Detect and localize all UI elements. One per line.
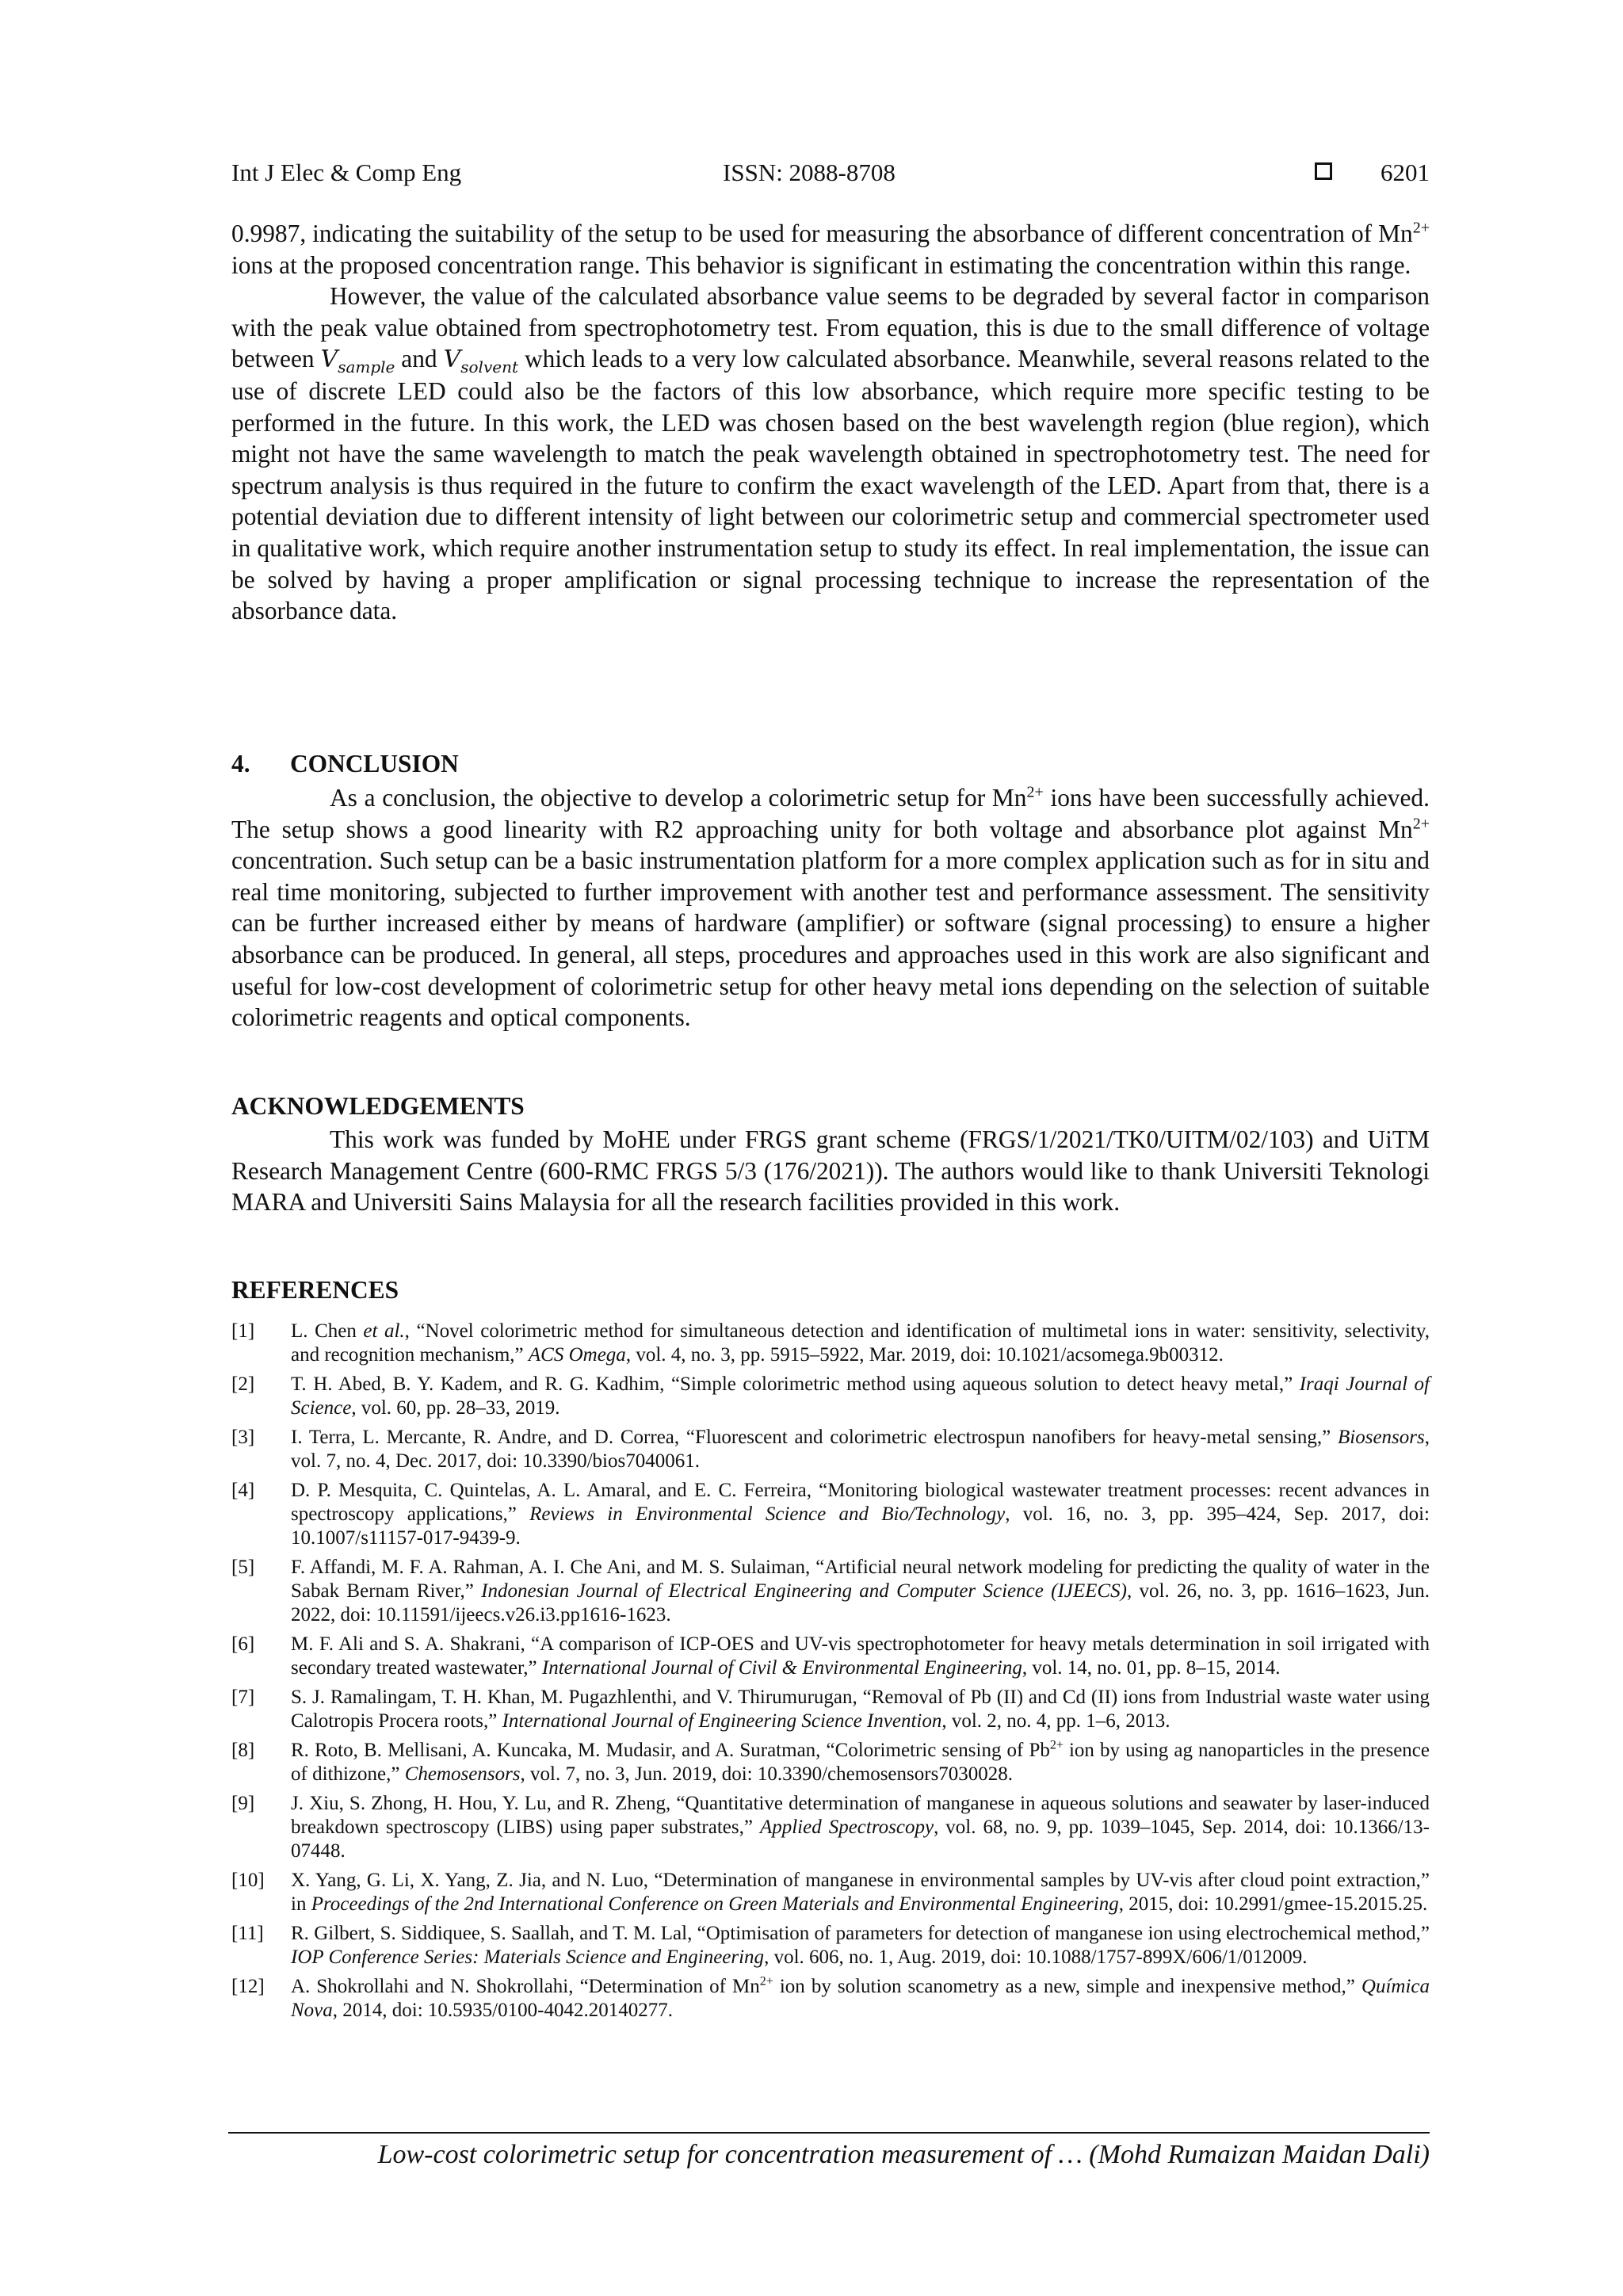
running-footer: Low-cost colorimetric setup for concentration measurement of … (Mohd Rumaizan Maidan Dali) [377, 2140, 1430, 2169]
running-header [231, 155, 1430, 190]
reference-item: [1] L. Chen et al., “Novel colorimetric method for simultaneous detection and identification of multimetal ions in water: sensitivity, selectivity, and recognition mechanism,” ACS Omega, vol. 4, no. 3, pp. 5915–5922, Mar. 2019, doi: 10.1021/acsomega.9b00312. [231, 1320, 1430, 1366]
reference-item: [12] A. Shokrollahi and N. Shokrollahi, “Determination of $Mn^{2+}$ ion by solution scanometry as a new, simple and inexpensive method,” Química Nova, 2014, doi: 10.5935/0100-4042.20140277. [231, 1974, 1430, 2021]
conclusion-body: As a conclusion, the objective to develop a colorimetric setup for $Mn^{2+}$ ions have been successfully achieved. The setup shows a good linearity with R2 approaching unity for both voltage and absorbance plot against $Mn^{2+}$ concentration. Such setup can be a basic instrumentation platform for a more complex application such as for in situ and real time monitoring, subjected to further improvement with another test and performance assessment. The sensitivity can be further increased either by means of hardware (amplifier) or software (signal processing) to ensure a higher absorbance can be produced. In general, all steps, procedures and approaches used in this work are also significant and useful for low-cost development of colorimetric setup for other heavy metal ions depending on the selection of suitable colorimetric reagents and optical components. [231, 783, 1430, 1032]
reference-list [231, 1320, 1430, 2028]
reference-item: [4] D. P. Mesquita, C. Quintelas, A. L. Amaral, and E. C. Ferreira, “Monitoring biological wastewater treatment processes: recent advances in spectroscopy applications,” Reviews in Environmental Science and Bio/Technology, vol. 16, no. 3, pp. 395–424, Sep. 2017, doi: 10.1007/s11157-017-9439-9. [231, 1480, 1430, 1549]
results-discussion-continued [231, 218, 1430, 627]
v-sample-symbol: $V_{sample}$ [320, 346, 395, 377]
v-solvent-symbol: $V_{solvent}$ [443, 346, 519, 377]
reference-item: [3] I. Terra, L. Mercante, R. Andre, and D. Correa, “Fluorescent and colorimetric electrospun nanofibers for heavy-metal sensing,” Biosensors, vol. 7, no. 4, Dec. 2017, doi: 10.3390/bios7040061. [231, 1427, 1430, 1472]
reference-item: [8] R. Roto, B. Mellisani, A. Kuncaka, M. Mudasir, and A. Suratman, “Colorimetric sensing of $Pb^{2+}$ ion by using ag nanoparticles in the presence of dithizone,” Chemosensors, vol. 7, no. 3, Jun. 2019, doi: 10.3390/chemosensors7030028. [231, 1738, 1430, 1785]
square-bullet-icon [1315, 162, 1332, 180]
paragraph-absorbance-linearity: 0.9987, indicating the suitability of the setup to be used for measuring the absorbance of different concentration of $Mn^{2+}$ ions at the proposed concentration range. This behavior is significant in estimating the concentration within this range. [231, 219, 1430, 279]
reference-item: [10] X. Yang, G. Li, X. Yang, Z. Jia, and N. Luo, “Determination of manganese in environmental samples by UV-vis after cloud point extraction,” in Proceedings of the 2nd International Conference on Green Materials and Environmental Engineering, 2015, doi: 10.2991/gmee-15.2015.25. [231, 1870, 1430, 1915]
reference-item: [6] M. F. Ali and S. A. Shakrani, “A comparison of ICP-OES and UV-vis spectrophotometer for heavy metals determination in soil irrigated with secondary treated wastewater,” International Journal of Civil & Environmental Engineering, vol. 14, no. 01, pp. 8–15, 2014. [231, 1633, 1430, 1679]
reference-item: [9] J. Xiu, S. Zhong, H. Hou, Y. Lu, and R. Zheng, “Quantitative determination of manganese in aqueous solutions and seawater by laser-induced breakdown spectroscopy (LIBS) using paper substrates,” Applied Spectroscopy, vol. 68, no. 9, pp. 1039–1045, Sep. 2014, doi: 10.1366/13-07448. [231, 1793, 1430, 1862]
section-heading-acknowledgements: ACKNOWLEDGEMENTS [231, 1092, 525, 1120]
paragraph-absorbance-degradation: However, the value of the calculated absorbance value seems to be degraded by several factor in comparison with the peak value obtained from spectrophotometry test. From equation, this is due to the small difference of voltage between $V_{sample}$ and $V_{solvent}$ which leads to a very low calculated absorbance. Meanwhile, several reasons related to the use of discrete LED could also be the factors of this low absorbance, which require more specific testing to be performed in the future. In this work, the LED was chosen based on the best wavelength region (blue region), which might not have the same wavelength to match the peak wavelength obtained in spectrophotometry test. The need for spectrum analysis is thus required in the future to confirm the exact wavelength of the LED. Apart from that, there is a potential deviation due to different intensity of light between our colorimetric setup and commercial spectrometer used in qualitative work, which require another instrumentation setup to study its effect. In real implementation, the issue can be solved by having a proper amplification or signal processing technique to increase the representation of the absorbance data. [231, 282, 1430, 625]
reference-item: [2] T. H. Abed, B. Y. Kadem, and R. G. Kadhim, “Simple colorimetric method using aqueous solution to detect heavy metal,” Iraqi Journal of Science, vol. 60, pp. 28–33, 2019. [231, 1373, 1430, 1419]
journal-name: Int J Elec & Comp Eng [231, 159, 462, 186]
issn: ISSN: 2088-8708 [723, 159, 896, 186]
reference-item: [11] R. Gilbert, S. Siddiquee, S. Saallah, and T. M. Lal, “Optimisation of parameters for detection of manganese ion using electrochemical method,” IOP Conference Series: Materials Science and Engineering, vol. 606, no. 1, Aug. 2019, doi: 10.1088/1757-899X/606/1/012009. [231, 1923, 1430, 1968]
page-number: 6201 [1381, 159, 1430, 186]
reference-item: [5] F. Affandi, M. F. A. Rahman, A. I. Che Ani, and M. S. Sulaiman, “Artificial neural network modeling for predicting the quality of water in the Sabak Bernam River,” Indonesian Journal of Electrical Engineering and Computer Science (IJEECS), vol. 26, no. 3, pp. 1616–1623, Jun. 2022, doi: 10.11591/ijeecs.v26.i3.pp1616-1623. [231, 1557, 1430, 1626]
acknowledgements-body: This work was funded by MoHE under FRGS grant scheme (FRGS/1/2021/TK0/UITM/02/103) and UiTM Research Management Centre (600-RMC FRGS 5/3 (176/2021)). The authors would like to thank Universiti Teknologi MARA and Universiti Sains Malaysia for all the research facilities provided in this work. [231, 1125, 1430, 1217]
section-heading-conclusion: 4. CONCLUSION [231, 750, 459, 777]
footer-rule [228, 2132, 1430, 2134]
section-heading-references: REFERENCES [231, 1276, 399, 1304]
reference-item: [7] S. J. Ramalingam, T. H. Khan, M. Pugazhlenthi, and V. Thirumurugan, “Removal of Pb (II) and Cd (II) ions from Industrial waste water using Calotropis Procera roots,” International Journal of Engineering Science Invention, vol. 2, no. 4, pp. 1–6, 2013. [231, 1687, 1430, 1732]
